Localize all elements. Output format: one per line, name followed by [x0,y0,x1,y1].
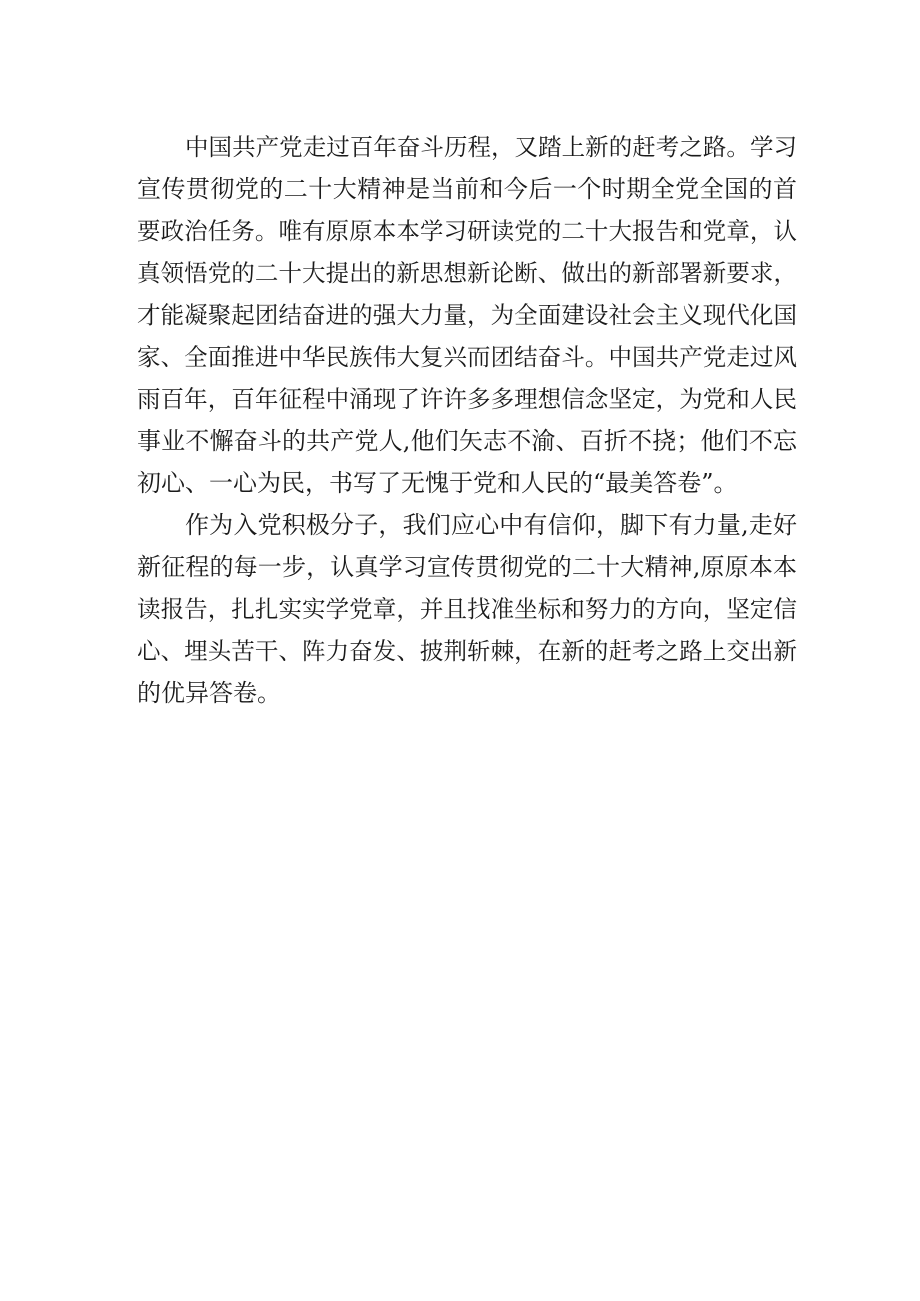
paragraph-line: 真领悟党的二十大提出的新思想新论断、做出的新部署新要求， [137,259,797,287]
paragraph-line: 新征程的每一步，认真学习宣传贯彻党的二十大精神,原原本本 [137,553,797,581]
paragraph-line: 雨百年，百年征程中涌现了许许多多理想信念坚定，为党和人民 [137,385,797,413]
paragraph-line: 事业不懈奋斗的共产党人,他们矢志不渝、百折不挠；他们不忘 [137,427,797,455]
paragraph-line: 要政治任务。唯有原原本本学习研读党的二十大报告和党章，认 [137,217,797,245]
paragraph-line: 心、埋头苦干、阵力奋发、披荆斩棘，在新的赶考之路上交出新 [137,637,797,665]
paragraph-line: 才能凝聚起团结奋进的强大力量，为全面建设社会主义现代化国 [137,301,797,329]
paragraph-line: 的优异答卷。 [137,679,281,707]
paragraph-line: 作为入党积极分子，我们应心中有信仰，脚下有力量,走好 [185,511,797,539]
paragraph-1 [137,126,797,504]
paragraph-line: 宣传贯彻党的二十大精神是当前和今后一个时期全党全国的首 [137,175,797,203]
paragraph-line: 初心、一心为民，书写了无愧于党和人民的“最美答卷”。 [137,469,738,497]
paragraph-line: 读报告，扎扎实实学党章，并且找准坐标和努力的方向，坚定信 [137,595,797,623]
document-body [137,126,797,714]
paragraph-line: 家、全面推进中华民族伟大复兴而团结奋斗。中国共产党走过风 [137,343,797,371]
paragraph-2 [137,504,797,714]
paragraph-line: 中国共产党走过百年奋斗历程，又踏上新的赶考之路。学习 [185,133,797,161]
